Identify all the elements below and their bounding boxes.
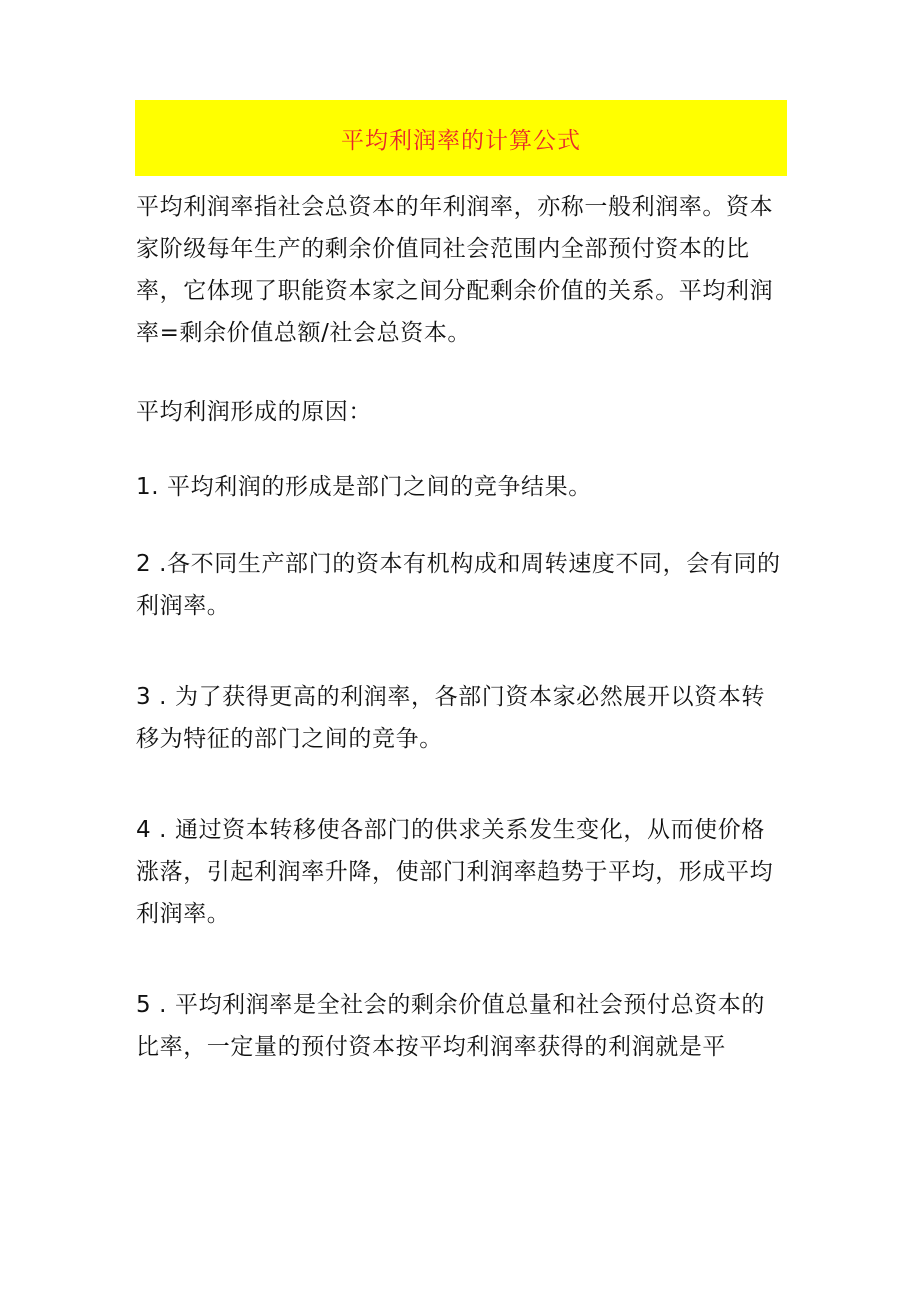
document-title: 平均利润率的计算公式 bbox=[341, 127, 581, 154]
reason-item-1: 1. 平均利润的形成是部门之间的竞争结果。 bbox=[136, 474, 592, 500]
reason-item-2: 2 .各不同生产部门的资本有机构成和周转速度不同，会有同的利润率。 bbox=[136, 551, 781, 619]
reason-item-4: 4 . 通过资本转移使各部门的供求关系发生变化，从而使价格涨落，引起利润率升降，使部门利润率趋势于平均，形成平均利润率。 bbox=[136, 817, 774, 927]
reasons-heading: 平均利润形成的原因： bbox=[136, 399, 372, 425]
title-banner bbox=[135, 100, 787, 176]
document-body bbox=[136, 186, 788, 1068]
reason-item-5: 5 . 平均利润率是全社会的剩余价值总量和社会预付总资本的比率，一定量的预付资本按平均利润率获得的利润就是平 bbox=[136, 992, 765, 1060]
intro-paragraph: 平均利润率指社会总资本的年利润率，亦称一般利润率。资本家阶级每年生产的剩余价值同社会范围内全部预付资本的比率，它体现了职能资本家之间分配剩余价值的关系。平均利润率=剩余价值总额/社会总资本。 bbox=[136, 194, 774, 346]
reason-item-3: 3 . 为了获得更高的利润率，各部门资本家必然展开以资本转移为特征的部门之间的竞争。 bbox=[136, 684, 765, 752]
